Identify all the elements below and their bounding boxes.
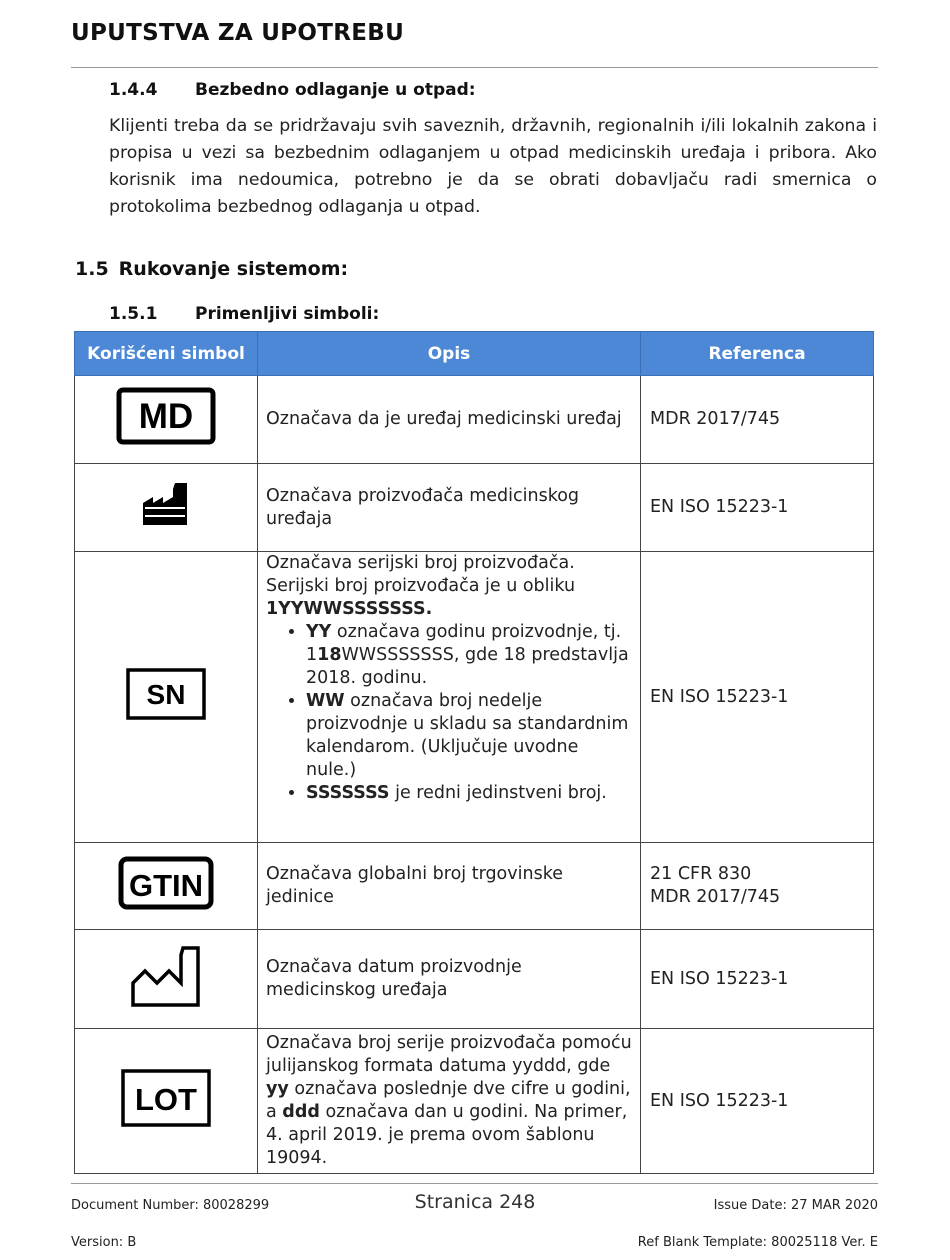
symbol-cell [75,930,258,1029]
reference-cell [641,843,874,930]
reference-cell: EN ISO 15223-1 [641,552,874,843]
manufacturer-icon [141,481,191,527]
page-number: Stranica 248 [414,1191,536,1213]
section-number: 1.5 [75,258,109,280]
table-header-row [75,332,874,376]
reference-cell: EN ISO 15223-1 [641,464,874,552]
description-cell: Označava da je uređaj medicinski uređaj [258,376,641,464]
lot-icon [121,1069,211,1127]
section-number: 1.4.4 [109,80,158,100]
serial-format: 1YYWWSSSSSSS. [266,599,433,619]
column-header-reference: Referenca [641,332,874,376]
gtin-icon-text: GTIN [128,867,204,903]
footer-divider [71,1183,878,1184]
section-1-4-4-heading [109,80,476,100]
md-icon-text: MD [138,397,194,436]
serial-format-list [266,621,632,805]
table-row [75,464,874,552]
list-item: • SSSSSSS je redni jedinstveni broj. [306,782,632,805]
section-title: Bezbedno odlaganje u otpad: [195,80,476,100]
header-divider [71,67,878,68]
symbol-cell [75,464,258,552]
reference-line: 21 CFR 830 [650,864,752,884]
lot-icon-text: LOT [135,1081,197,1117]
document-number: Document Number: 80028299 [71,1198,270,1213]
column-header-description: Opis [258,332,641,376]
section-number: 1.5.1 [109,304,158,324]
description-cell: Označava broj serije proizvođača pomoću julijanskog formata datuma yyddd, gde yy označava poslednje dve cifre u godini, a ddd označava dan u godini. Na primer, 4. april 2019. je prema ovom šablonu 19094. [258,1029,641,1174]
description-cell: Označava globalni broj trgovinske jedinice [258,843,641,930]
reference-cell: EN ISO 15223-1 [641,1029,874,1174]
table-row [75,552,874,843]
table-row [75,376,874,464]
symbol-cell [75,843,258,930]
md-icon [116,387,216,445]
sn-icon [126,668,206,720]
column-header-symbol: Korišćeni simbol [75,332,258,376]
table-row [75,930,874,1029]
symbol-cell [75,552,258,843]
serial-intro: Označava serijski broj proizvođača. Serijski broj proizvođača je u obliku [266,553,576,596]
symbols-table [74,331,874,1174]
reference-cell: MDR 2017/745 [641,376,874,464]
table-row [75,1029,874,1174]
page-header-title: UPUTSTVA ZA UPOTREBU [71,20,405,46]
list-item: • WW označava broj nedelje proizvodnje u skladu sa standardnim kalendarom. (Uključuje uvodne nule.) [306,690,632,782]
reference-cell: EN ISO 15223-1 [641,930,874,1029]
section-1-5-1-heading [109,304,379,324]
section-1-5-heading [75,258,348,280]
version: Version: B [71,1235,137,1250]
gtin-icon [118,856,214,910]
table-row [75,843,874,930]
section-1-4-4-body: Klijenti treba da se pridržavaju svih saveznih, državnih, regionalnih i/ili lokalnih zakona i propisa u vezi sa bezbednim odlaganjem u otpad medicinskih uređaja i pribora. Ako korisnik ima nedoumica, potrebno je da se obrati dobavljaču radi smernica o protokolima bezbednog odlaganja u otpad. [109,116,877,217]
list-item: • YY označava godinu proizvodnje, tj. 118WWSSSSSSS, gde 18 predstavlja 2018. godinu. [306,621,632,690]
template-reference: Ref Blank Template: 80025118 Ver. E [637,1235,878,1250]
description-cell: Označava proizvođača medicinskog uređaja [258,464,641,552]
section-title: Primenljivi simboli: [195,304,380,324]
date-of-manufacture-icon [131,945,201,1007]
sn-icon-text: SN [146,678,186,710]
issue-date: Issue Date: 27 MAR 2020 [713,1198,878,1213]
description-cell [258,552,641,843]
symbol-cell [75,376,258,464]
section-title: Rukovanje sistemom: [118,258,349,280]
symbol-cell [75,1029,258,1174]
reference-line: MDR 2017/745 [650,887,781,907]
description-cell: Označava datum proizvodnje medicinskog uređaja [258,930,641,1029]
